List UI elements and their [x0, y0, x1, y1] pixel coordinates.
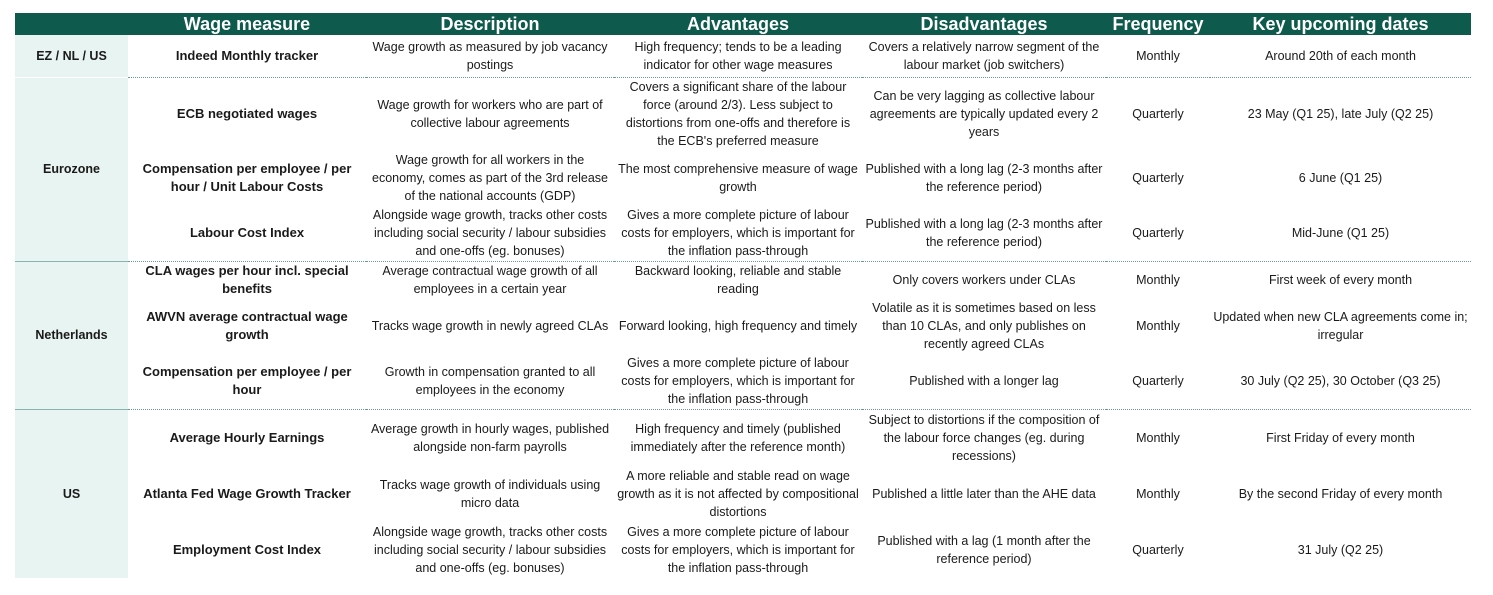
advantages-cell: The most comprehensive measure of wage growth: [618, 162, 858, 194]
disadvantages-cell: Published with a lag (1 month after the reference period): [877, 533, 1091, 566]
frequency-cell: Quarterly: [1106, 354, 1210, 410]
dates-cell: 30 July (Q2 25), 30 October (Q3 25): [1210, 354, 1471, 410]
header-row: [15, 13, 1471, 35]
region-cell: US: [15, 410, 128, 578]
measure-cell: Employment Cost Index: [172, 541, 322, 557]
table-row: [15, 298, 1471, 354]
description-cell: Wage growth for all workers in the economy, comes as part of the 3rd release of the national accounts (GDP): [372, 153, 608, 203]
table-row: [15, 522, 1471, 578]
frequency-cell: Monthly: [1136, 318, 1180, 333]
description-cell: Alongside wage growth, tracks other costs including social security / labour subsidies and one-offs (eg. bonuses): [372, 524, 608, 575]
measure-cell: Indeed Monthly tracker: [128, 35, 366, 77]
disadvantages-cell: Published with a long lag (2-3 months after the reference period): [865, 162, 1103, 194]
region-cell: EZ / NL / US: [15, 35, 128, 77]
header-description: Description: [366, 13, 614, 35]
frequency-cell: Quarterly: [1132, 106, 1184, 121]
dates-cell: 6 June (Q1 25): [1298, 171, 1383, 185]
header-wage-measure: Wage measure: [128, 13, 366, 35]
advantages-cell: Forward looking, high frequency and timely: [618, 318, 858, 333]
measure-cell: Atlanta Fed Wage Growth Tracker: [143, 485, 351, 501]
header-disadvantages: Disadvantages: [862, 13, 1106, 35]
frequency-cell: Quarterly: [1132, 171, 1184, 185]
frequency-cell: Monthly: [1106, 35, 1210, 77]
advantages-cell: High frequency; tends to be a leading indicator for other wage measures: [614, 35, 862, 77]
description-cell: Wage growth for workers who are part of collective labour agreements: [377, 97, 603, 130]
dates-cell: First Friday of every month: [1266, 430, 1415, 445]
header-key-dates: Key upcoming dates: [1210, 13, 1471, 35]
header-region: [15, 13, 128, 35]
wage-measures-table-wrap: [15, 13, 1471, 578]
description-cell: Alongside wage growth, tracks other costs including social security / labour subsidies and one-offs (eg. bonuses): [366, 206, 614, 261]
header-advantages: Advantages: [614, 13, 862, 35]
description-cell: Average growth in hourly wages, published alongside non-farm payrolls: [370, 421, 610, 454]
advantages-cell: High frequency and timely (published immediately after the reference month): [630, 421, 846, 454]
region-cell: Netherlands: [15, 261, 128, 410]
table-row: [15, 354, 1471, 410]
dates-cell: 31 July (Q2 25): [1297, 542, 1384, 557]
table-row: [15, 206, 1471, 261]
dates-cell: By the second Friday of every month: [1238, 486, 1443, 501]
disadvantages-cell: Only covers workers under CLAs: [892, 272, 1076, 287]
wage-measures-table: [15, 13, 1471, 578]
description-cell: Average contractual wage growth of all employees in a certain year: [382, 263, 598, 296]
table-row: [15, 261, 1471, 298]
disadvantages-cell: Published a little later than the AHE data: [872, 486, 1096, 501]
table-row: [15, 150, 1471, 206]
advantages-cell: Gives a more complete picture of labour costs for employers, which is important for the inflation pass-through: [614, 354, 862, 410]
table-row: [15, 466, 1471, 522]
advantages-cell: Backward looking, reliable and stable reading: [634, 263, 842, 296]
disadvantages-cell: Subject to distortions if the composition of the labour force changes (eg. during recessions): [868, 412, 1100, 463]
dates-cell: First week of every month: [1268, 272, 1413, 287]
frequency-cell: Quarterly: [1106, 206, 1210, 261]
measure-cell: Compensation per employee / per hour / Unit Labour Costs: [142, 161, 352, 194]
dates-cell: Mid-June (Q1 25): [1210, 206, 1471, 261]
table-row: [15, 410, 1471, 466]
disadvantages-cell: Published with a longer lag: [862, 354, 1106, 410]
disadvantages-cell: Covers a relatively narrow segment of the labour market (job switchers): [862, 35, 1106, 77]
table-row: [15, 77, 1471, 150]
measure-cell: ECB negotiated wages: [176, 105, 318, 121]
measure-cell: CLA wages per hour incl. special benefits: [145, 262, 349, 296]
measure-cell: Labour Cost Index: [128, 206, 366, 261]
description-cell: Wage growth as measured by job vacancy postings: [366, 35, 614, 77]
advantages-cell: A more reliable and stable read on wage growth as it is not affected by compositional distortions: [617, 468, 859, 519]
header-frequency: Frequency: [1106, 13, 1210, 35]
frequency-cell: Monthly: [1136, 486, 1180, 501]
measure-cell: Compensation per employee / per hour: [128, 354, 366, 410]
dates-cell: 23 May (Q1 25), late July (Q2 25): [1247, 106, 1434, 121]
measure-cell: AWVN average contractual wage growth: [146, 308, 348, 342]
region-cell: Eurozone: [15, 77, 128, 261]
advantages-cell: Covers a significant share of the labour force (around 2/3). Less subject to distortions from one-offs and therefore is the ECB's preferred measure: [625, 79, 851, 148]
disadvantages-cell: Volatile as it is sometimes based on less than 10 CLAs, and only publishes on recently agreed CLAs: [872, 300, 1096, 351]
frequency-cell: Monthly: [1136, 430, 1180, 445]
frequency-cell: Monthly: [1136, 272, 1180, 287]
dates-cell: Around 20th of each month: [1210, 35, 1471, 77]
frequency-cell: Quarterly: [1132, 542, 1184, 557]
description-cell: Tracks wage growth of individuals using micro data: [379, 477, 601, 510]
disadvantages-cell: Can be very lagging as collective labour agreements are typically updated every 2 years: [869, 88, 1099, 139]
dates-cell: Updated when new CLA agreements come in; irregular: [1213, 309, 1468, 342]
description-cell: Tracks wage growth in newly agreed CLAs: [371, 318, 609, 333]
disadvantages-cell: Published with a long lag (2-3 months after the reference period): [862, 206, 1106, 261]
measure-cell: Average Hourly Earnings: [169, 429, 325, 445]
description-cell: Growth in compensation granted to all employees in the economy: [366, 354, 614, 410]
advantages-cell: Gives a more complete picture of labour costs for employers, which is important for the inflation pass-through: [614, 206, 862, 261]
table-row: [15, 35, 1471, 77]
advantages-cell: Gives a more complete picture of labour costs for employers, which is important for the inflation pass-through: [621, 524, 855, 575]
